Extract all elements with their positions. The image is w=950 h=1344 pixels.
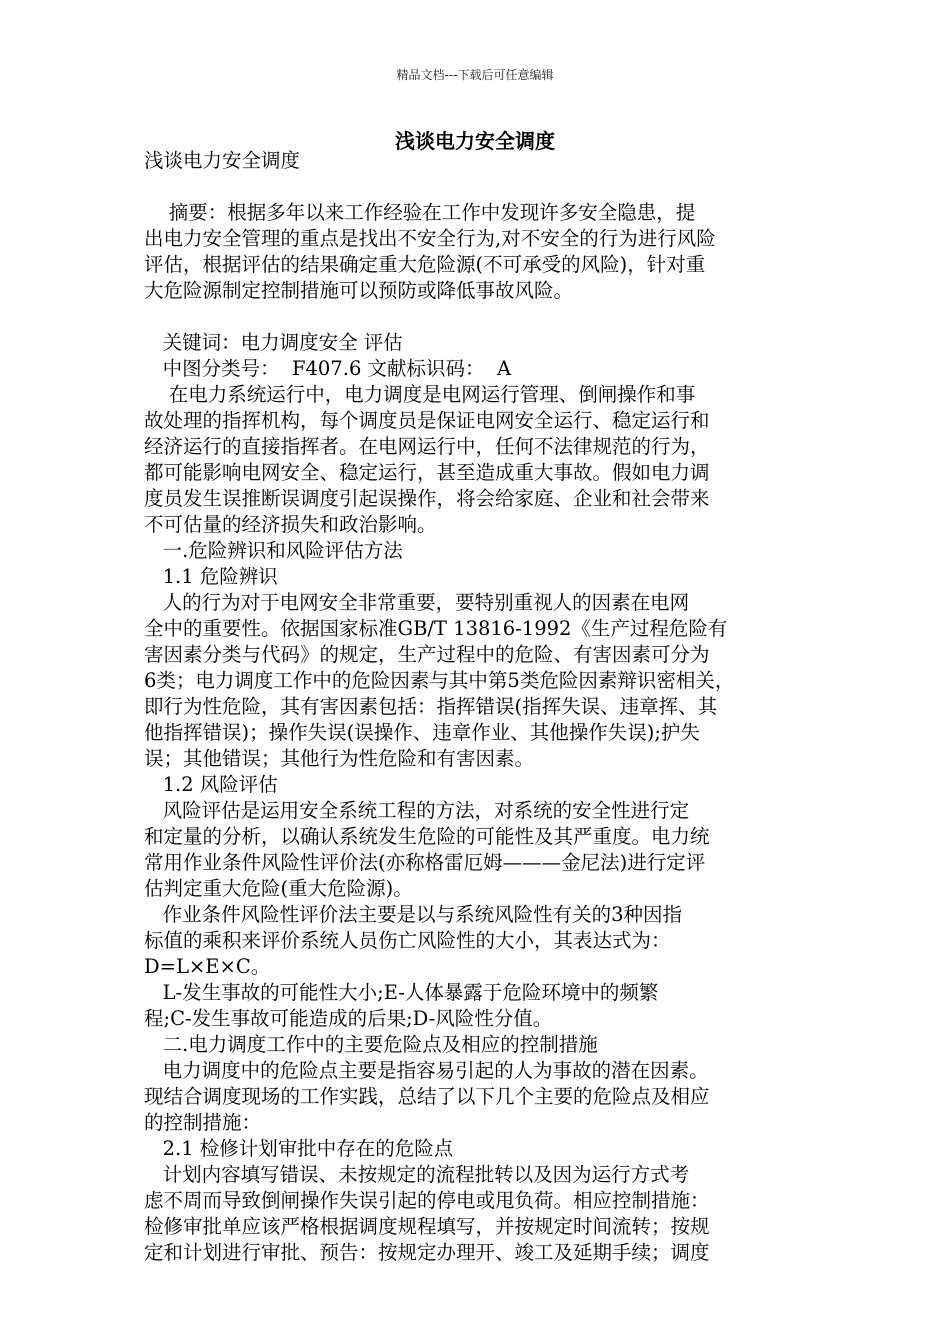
text-line: 评估，根据评估的结果确定重大危险源(不可承受的风险)，针对重	[144, 253, 706, 276]
text-line: D=L×E×C。	[144, 955, 271, 978]
text-line: 检修审批单应该严格根据调度规程填写，并按规定时间流转；按规	[144, 1215, 710, 1238]
text-line: 即行为性危险，其有害因素包括：指挥错误(指挥失误、违章挥、其	[144, 695, 718, 718]
text-line: 一.危险辨识和风险评估方法	[144, 539, 403, 562]
text-line: 误；其他错误；其他行为性危险和有害因素。	[144, 747, 535, 770]
text-line: 他指挥错误)；操作失误(误操作、违章作业、其他操作失误);护失	[144, 721, 700, 744]
text-line: 经济运行的直接指挥者。在电网运行中，任何不法律规范的行为，	[144, 435, 710, 458]
text-line: 计划内容填写错误、未按规定的流程批转以及因为运行方式考	[144, 1163, 690, 1186]
text-line: 定和计划进行审批、预告：按规定办理开、竣工及延期手续；调度	[144, 1241, 710, 1264]
text-line: 摘要：根据多年以来工作经验在工作中发现许多安全隐患，提	[144, 201, 696, 224]
text-line: 在电力系统运行中，电力调度是电网运行管理、倒闸操作和事	[144, 383, 696, 406]
text-line: 故处理的指挥机构，每个调度员是保证电网安全运行、稳定运行和	[144, 409, 710, 432]
blank-line	[144, 304, 824, 330]
text-line: 估判定重大危险(重大危险源)。	[144, 877, 413, 900]
text-line: 的控制措施：	[144, 1111, 262, 1134]
page-header-note: 精品文档---下载后可任意编辑	[396, 68, 554, 82]
text-line: 6类；电力调度工作中的危险因素与其中第5类危险因素辩识密相关，	[144, 669, 735, 692]
text-line: 风险评估是运用安全系统工程的方法，对系统的安全性进行定	[144, 799, 690, 822]
text-line: 1.2 风险评估	[144, 773, 278, 796]
text-line: 2.1 检修计划审批中存在的危险点	[144, 1137, 454, 1160]
text-line: 中图分类号： F407.6 文献标识码： A	[144, 357, 512, 380]
text-line: 二.电力调度工作中的主要危险点及相应的控制措施	[144, 1033, 598, 1056]
text-line: 浅谈电力安全调度	[144, 149, 301, 172]
text-line: 1.1 危险辨识	[144, 565, 278, 588]
text-line: 标值的乘积来评价系统人员伤亡风险性的大小，其表达式为：	[144, 929, 671, 952]
text-line: 和定量的分析，以确认系统发生危险的可能性及其严重度。电力统	[144, 825, 710, 848]
text-line: 常用作业条件风险性评价法(亦称格雷厄姆———金尼法)进行定评	[144, 851, 706, 874]
text-line: L-发生事故的可能性大小;E-人体暴露于危险环境中的频繁	[144, 981, 659, 1004]
text-line: 害因素分类与代码》的规定，生产过程中的危险、有害因素可分为	[144, 643, 710, 666]
blank-line	[144, 174, 824, 200]
text-line: 虑不周而导致倒闸操作失误引起的停电或甩负荷。相应控制措施：	[144, 1189, 710, 1212]
text-line: 作业条件风险性评价法主要是以与系统风险性有关的3种因指	[144, 903, 683, 926]
text-line: 程;C-发生事故可能造成的后果;D-风险性分值。	[144, 1007, 553, 1030]
text-line: 不可估量的经济损失和政治影响。	[144, 513, 437, 536]
text-line: 关键词：电力调度安全 评估	[144, 331, 403, 354]
text-line: 全中的重要性。依据国家标准GB/T 13816-1992《生产过程危险有	[144, 617, 728, 640]
text-line: 人的行为对于电网安全非常重要，要特别重视人的因素在电网	[144, 591, 690, 614]
text-line: 都可能影响电网安全、稳定运行，甚至造成重大事故。假如电力调	[144, 461, 710, 484]
text-line: 现结合调度现场的工作实践，总结了以下几个主要的危险点及相应	[144, 1085, 710, 1108]
text-line: 度员发生误推断误调度引起误操作，将会给家庭、企业和社会带来	[144, 487, 710, 510]
text-line: 电力调度中的危险点主要是指容易引起的人为事故的潜在因素。	[144, 1059, 709, 1082]
document-body	[144, 148, 824, 1266]
text-line: 大危险源制定控制措施可以预防或降低事故风险。	[144, 279, 574, 302]
text-line: 出电力安全管理的重点是找出不安全行为,对不安全的行为进行风险	[144, 227, 716, 250]
document-title: 浅谈电力安全调度	[395, 129, 555, 153]
